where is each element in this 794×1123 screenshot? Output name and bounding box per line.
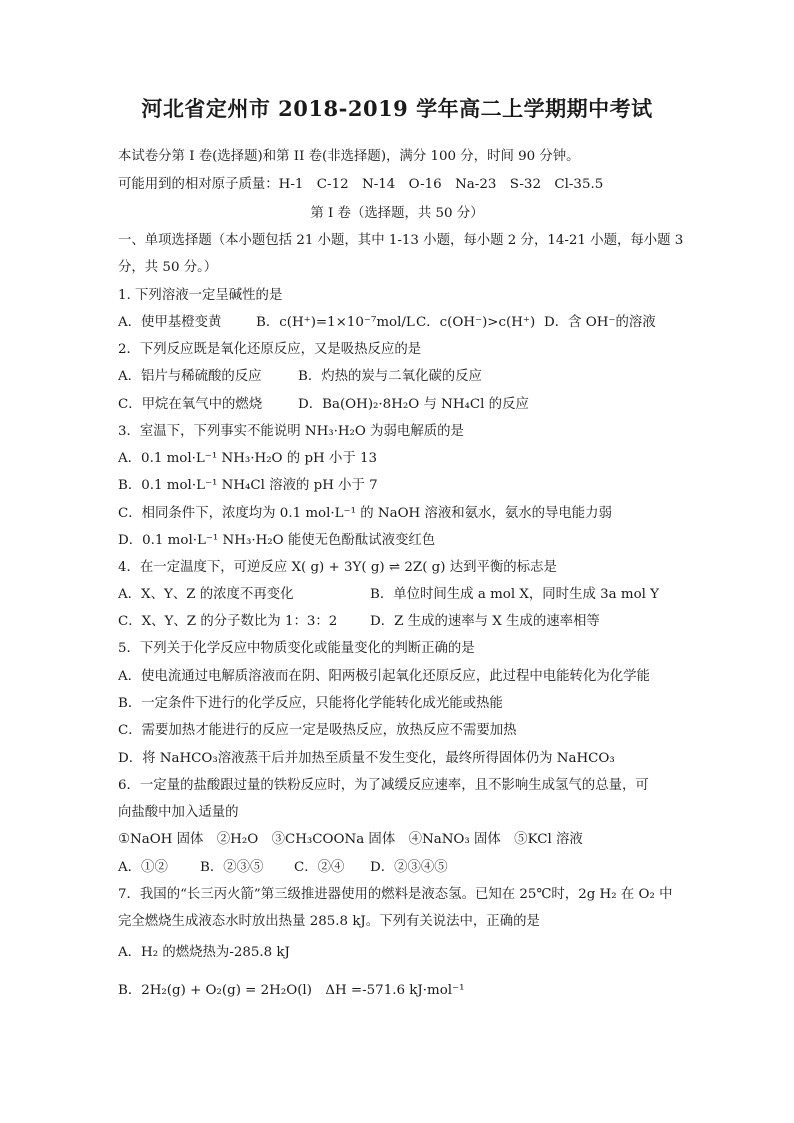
q3-option-a: A．0.1 mol·L⁻¹ NH₃·H₂O 的 pH 小于 13 (118, 451, 378, 466)
q5-option-a: A．使电流通过电解质溶液而在阴、阳两极引起氧化还原反应，此过程中电能转化为化学能 (118, 669, 650, 684)
question-6-stem-line2: 向盐酸中加入适量的 (118, 805, 239, 820)
q6-option-c: C．②④ (294, 860, 345, 875)
q2-option-a: A．铝片与稀硫酸的反应 (118, 369, 262, 384)
q5-option-d: D．将 NaHCO₃溶液蒸干后并加热至质量不发生变化，最终所得固体仍为 NaHCO₃ (118, 751, 615, 766)
q6-option-d: D．②③④⑤ (370, 860, 448, 875)
q4-option-b: B．单位时间生成 a mol X，同时生成 3a mol Y (370, 587, 660, 602)
question-1-stem: 1. 下列溶液一定呈碱性的是 (118, 288, 283, 303)
question-4-stem: 4．在一定温度下，可逆反应 X( g) + 3Y( g) ⇌ 2Z( g) 达到平衡的标志是 (118, 560, 557, 575)
part1-instructions-line2: 分，共 50 分。） (118, 260, 218, 275)
q1-option-b: B．c(H⁺)=1×10⁻⁷mol/L (256, 315, 415, 330)
section-header: 第 I 卷（选择题，共 50 分） (310, 206, 484, 221)
question-7-stem-line2: 完全燃烧生成液态水时放出热量 285.8 kJ。下列有关说法中，正确的是 (118, 914, 540, 929)
q4-option-a: A．X、Y、Z 的浓度不再变化 (118, 587, 294, 602)
question-6-stem-line1: 6．一定量的盐酸跟过量的铁粉反应时，为了减缓反应速率，且不影响生成氢气的总量，可 (118, 778, 649, 793)
intro-line-scoring: 本试卷分第 I 卷(选择题)和第 II 卷(非选择题)，满分 100 分，时间 90 分钟。 (118, 149, 580, 164)
exam-title: 河北省定州市 2018-2019 学年高二上学期期中考试 (141, 96, 653, 121)
q5-option-c: C．需要加热才能进行的反应一定是吸热反应，放热反应不需要加热 (118, 723, 517, 738)
q2-option-c: C．甲烷在氧气中的燃烧 (118, 397, 263, 412)
q6-option-b: B．②③⑤ (200, 860, 264, 875)
q2-option-d: D．Ba(OH)₂·8H₂O 与 NH₄Cl 的反应 (298, 397, 529, 412)
q5-option-b: B．一定条件下进行的化学反应，只能将化学能转化成光能或热能 (118, 696, 503, 711)
q3-option-b: B．0.1 mol·L⁻¹ NH₄Cl 溶液的 pH 小于 7 (118, 478, 378, 493)
question-7-stem-line1: 7．我国的“长三丙火箭”第三级推进器使用的燃料是液态氢。已知在 25℃时，2g H₂ 在 O₂ 中 (118, 887, 673, 902)
question-5-stem: 5．下列关于化学反应中物质变化或能量变化的判断正确的是 (118, 641, 475, 656)
q6-option-a: A．①② (118, 860, 168, 875)
q7-option-b: B．2H₂(g) + O₂(g) = 2H₂O(l) ΔH =-571.6 kJ·mol⁻¹ (118, 983, 465, 998)
q3-option-d: D．0.1 mol·L⁻¹ NH₃·H₂O 能使无色酚酞试液变红色 (118, 533, 436, 548)
question-6-items: ①NaOH 固体 ②H₂O ③CH₃COONa 固体 ④NaNO₃ 固体 ⑤KCl 溶液 (118, 832, 583, 847)
part1-instructions-line1: 一、单项选择题（本小题包括 21 小题，其中 1-13 小题，每小题 2 分，14-21 小题，每小题 3 (118, 233, 684, 248)
q1-option-d: D．含 OH⁻的溶液 (544, 315, 656, 330)
question-2-stem: 2．下列反应既是氧化还原反应，又是吸热反应的是 (118, 342, 422, 357)
q3-option-c: C．相同条件下，浓度均为 0.1 mol·L⁻¹ 的 NaOH 溶液和氨水，氨水的导电能力弱 (118, 506, 612, 521)
q1-option-c: C．c(OH⁻)>c(H⁺) (416, 315, 536, 330)
question-3-stem: 3．室温下，下列事实不能说明 NH₃·H₂O 为弱电解质的是 (118, 424, 464, 439)
q7-option-a: A．H₂ 的燃烧热为-285.8 kJ (118, 945, 290, 960)
intro-line-atomic-masses: 可能用到的相对原子质量：H-1 C-12 N-14 O-16 Na-23 S-32 Cl-35.5 (118, 177, 604, 192)
q2-option-b: B．灼热的炭与二氧化碳的反应 (298, 369, 482, 384)
q4-option-c: C．X、Y、Z 的分子数比为 1：3：2 (118, 614, 338, 629)
q4-option-d: D．Z 生成的速率与 X 生成的速率相等 (370, 614, 600, 629)
q1-option-a: A．使甲基橙变黄 (118, 315, 222, 330)
